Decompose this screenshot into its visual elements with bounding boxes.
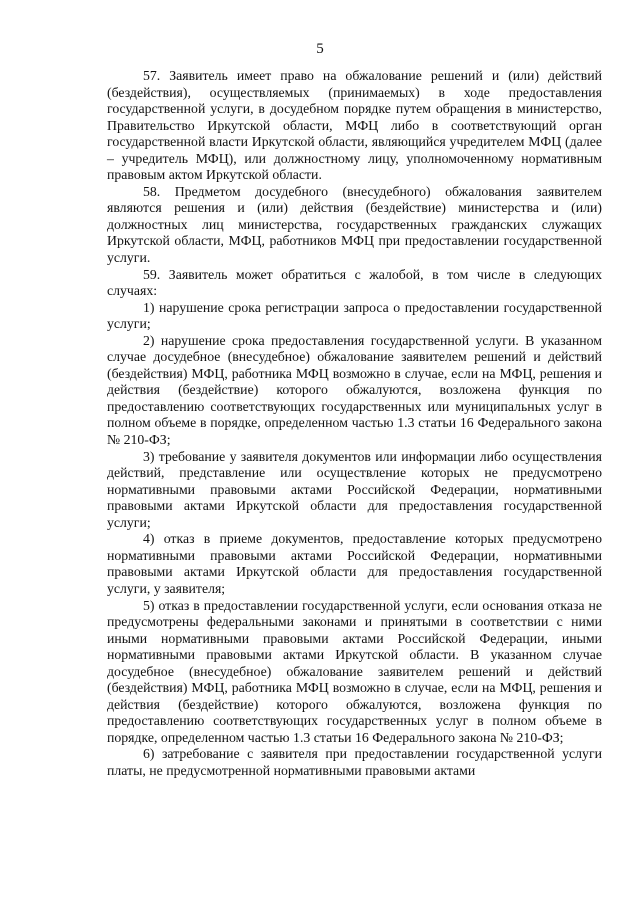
list-item-1: 1) нарушение срока регистрации запроса о предоставлении государственной услуги; (107, 299, 602, 332)
paragraph-58: 58. Предметом досудебного (внесудебного) обжалования заявителем являются решения и (или) действия (бездействие) министерства и (или) должностных лиц министерства, государственных гражданских служащих Иркутской области, МФЦ, работников МФЦ при предоставлении государственной услуги. (107, 183, 602, 266)
list-item-4: 4) отказ в приеме документов, предоставление которых предусмотрено нормативными правовыми актами Российской Федерации, нормативными правовыми актами Иркутской области для предоставления государственной услуги, у заявителя; (107, 531, 602, 596)
document-body (107, 68, 602, 780)
list-item-5: 5) отказ в предоставлении государственной услуги, если основания отказа не предусмотрены федеральными законами и принятыми в соответствии с ними иными нормативными правовыми актами Российской Федерации, иными нормативными правовыми актами Иркутской области. В указанном случае досудебное (внесудебное) обжалование заявителем решений и действий (бездействия) МФЦ, работника МФЦ возможно в случае, если на МФЦ, решения и действия (бездействие) которого обжалуются, возложена функция по предоставлению соответствующих государственных услуг в полном объеме в порядке, определенном частью 1.3 статьи 16 Федерального закона № 210-ФЗ; (107, 597, 602, 745)
list-item-6: 6) затребование с заявителя при предоставлении государственной услуги платы, не предусмотренной нормативными правовыми актами (107, 746, 602, 778)
list-item-3: 3) требование у заявителя документов или информации либо осуществления действий, представление или осуществление которых не предусмотрено нормативными правовыми актами Российской Федерации, нормативными правовыми актами Иркутской области для предоставления государственной услуги; (107, 448, 602, 530)
paragraph-59: 59. Заявитель может обратиться с жалобой, в том числе в следующих случаях: (107, 266, 602, 299)
paragraph-57: 57. Заявитель имеет право на обжалование решений и (или) действий (бездействия), осуществляемых (принимаемых) в ходе предоставления государственной услуги, в досудебном порядке путем обращения в министерство, Правительство Иркутской области, МФЦ либо в соответствующий орган государственной власти Иркутской области, являющийся учредителем МФЦ (далее – учредитель МФЦ), или должностному лицу, уполномоченному нормативным правовым актом Иркутской области. (107, 68, 602, 183)
list-item-2: 2) нарушение срока предоставления государственной услуги. В указанном случае досудебное (внесудебное) обжалование заявителем решений и действий (бездействия) МФЦ, работника МФЦ возможно в случае, если на МФЦ, решения и действия (бездействие) которого обжалуются, возложена функция по предоставлению соответствующих государственных или муниципальных услуг в полном объеме в порядке, определенном частью 1.3 статьи 16 Федерального закона № 210-ФЗ; (107, 332, 602, 448)
page-number: 5 (316, 41, 324, 57)
